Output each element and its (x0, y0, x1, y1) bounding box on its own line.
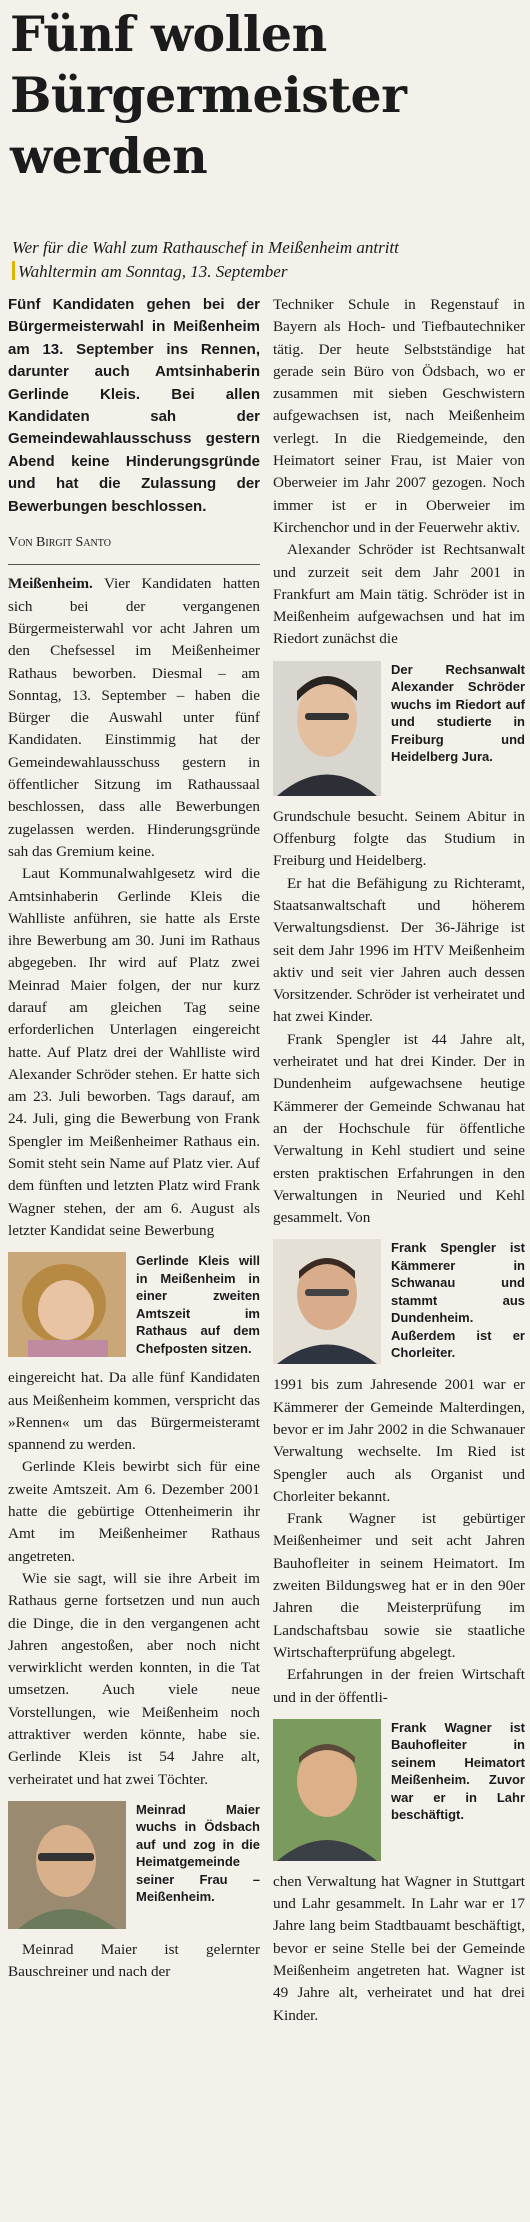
portrait-maier-image (8, 1801, 126, 1929)
right-column (273, 294, 525, 2027)
body-paragraph: Laut Kommunalwahlgesetz wird die Amtsinhaberin Gerlinde Kleis die Wahlliste anführen, sie hatte als Erste ihre Bewerbung am 30. Juni im Rathaus abgegeben. Ihr wird auf Platz zwei Meinrad Maier folgen, der nur kurz darauf am gleichen Tag seine erforderlichen Unterlagen eingereicht hatte. Auf Platz drei der Wahlliste wird Alexander Schröder stehen. Er hatte sich am 23. Juli beworben. Tags darauf, am 24. Juli, ging die Bewerbung von Frank Spengler im Meißenheimer Rathaus ein. Somit steht sein Name auf Platz vier. Auf dem fünften und letzten Platz wird Frank Wagner stehen, der am 6. August als letzter Kandidat seine Bewerbung (8, 865, 260, 1239)
body-paragraph: Techniker Schule in Regenstauf in Bayern als Hoch- und Tiefbautechniker tätig. Der heute Selbstständige hat gerade sein Büro von Ödsbach, wo er zusammen mit sieben Geschwistern aufgewachsen ist, nach Meißenheim verlegt. In die Riedgemeinde, den Heimatort seiner Frau, ist Maier von Oberweier im Jahr 2007 gezogen. Noch immer ist er in Oberweier im Kirchenchor und in der Feuerwehr aktiv. (273, 296, 525, 536)
photo-spengler-box (273, 1239, 525, 1364)
portrait-wagner-image (273, 1719, 381, 1861)
caption-spengler: Frank Spengler ist Kämmerer in Schwanau und stammt aus Dundenheim. Außerdem ist er Chorleiter. (391, 1240, 525, 1361)
body-paragraph (8, 573, 260, 863)
caption-wagner: Frank Wagner ist Bauhofleiter in seinem Heimatort Meißenheim. Zuvor war er in Lahr beschäftigt. (391, 1719, 525, 1823)
photo-wagner (273, 1719, 381, 1861)
caption-kleis: Gerlinde Kleis will in Meißenheim in einer zweiten Amtszeit im Rathaus auf dem Chefposten sitzen. (136, 1253, 260, 1356)
portrait-spengler-image (273, 1239, 381, 1364)
deck-date-line (12, 260, 527, 284)
left-column (8, 294, 260, 1984)
dateline: Meißenheim. (8, 575, 93, 593)
photo-kleis (8, 1252, 126, 1357)
photo-spengler (273, 1239, 381, 1364)
deck (12, 236, 527, 284)
caption-schroeder: Der Rechsanwalt Alexander Schröder wuchs im Riedort auf und studierte in Freiburg und Heidelberg Jura. (391, 661, 525, 765)
photo-maier (8, 1801, 126, 1929)
byline: Von Birgit Santo (8, 535, 111, 551)
body-paragraph: Erfahrungen in der freien Wirtschaft und in der öffentli- (273, 1666, 525, 1706)
body-paragraph: Alexander Schröder ist Rechtsanwalt und zurzeit seit dem Jahr 2001 in Frankfurt am Main tätig. Schröder ist in Meißenheim aufgewachsen und hat im Riedort zunächst die (273, 541, 525, 648)
body-paragraph: eingereicht hat. Da alle fünf Kandidaten aus Meißenheim kommen, verspricht das »Rennen« um das Bürgermeisteramt spannend zu werden. (8, 1369, 260, 1454)
lead-paragraph: Fünf Kandidaten gehen bei der Bürgermeisterwahl in Meißenheim am 13. September ins Rennen, darunter auch Amtsinhaberin Gerlinde Kleis. Bei allen Kandidaten sah der Gemeindewahlausschuss gestern Abend keine Hinderungsgründe und hat die Zulassung der Bewerbungen beschlossen. (8, 296, 260, 515)
body-paragraph: chen Verwaltung hat Wagner in Stuttgart und Lahr gesammelt. In Lahr war er 17 Jahre lang beim Stadtbauamt beschäftigt, bevor er seine Stelle bei der Gemeinde Meißenheim angetreten hat. Wagner ist 49 Jahre alt, verheiratet und hat drei Kinder. (273, 1872, 525, 2024)
body-paragraph: 1991 bis zum Jahresende 2001 war er Kämmerer der Gemeinde Malterdingen, bevor er im Jahr 2002 in die Schwanauer Verwaltung wechselte. Im Ried ist Spengler auch als Organist und Chorleiter bekannt. (273, 1376, 525, 1505)
body-paragraph: Frank Wagner ist gebürtiger Meißenheimer und seit acht Jahren Bauhofleiter in seinem Heimatort. Im zweiten Bildungsweg hat er in den 90er Jahren die Meisterprüfung im Landschaftsbau sowie sie staatliche Wirtschafterprüfung abgelegt. (273, 1510, 525, 1661)
portrait-kleis-image (8, 1252, 126, 1357)
body-paragraph: Wie sie sagt, will sie ihre Arbeit im Rathaus gerne fortsetzen und nun auch die Dinge, die in den vergangenen acht Jahren angestoßen, aber noch nicht verwirklicht werden konnten, in die Tat umsetzen. Auch viele neue Vorstellungen, wie Meißenheim noch attraktiver werden könnte, habe sie. Gerlinde Kleis ist 54 Jahre alt, verheiratet und hat zwei Töchter. (8, 1569, 260, 1788)
body-paragraph: Grundschule besucht. Seinem Abitur in Offenburg folgte das Studium in Freiburg und Heidelberg. (273, 807, 525, 870)
body-paragraph: Meinrad Maier ist gelernter Bauschreiner und nach der (8, 1940, 260, 1981)
deck-subtitle: Wer für die Wahl zum Rathauschef in Meißenheim antritt (12, 238, 399, 257)
photo-wagner-box (273, 1719, 525, 1861)
body-paragraph: Gerlinde Kleis bewirbt sich für eine zweite Amtszeit. Am 6. Dezember 2001 hatte die gebürtige Ottenheimerin ihr Amt im Meißenheimer Rathaus angetreten. (8, 1458, 260, 1565)
photo-maier-box (8, 1801, 260, 1929)
body-paragraph: Frank Spengler ist 44 Jahre alt, verheiratet und hat drei Kinder. Der in Dundenheim aufgewachsene heutige Kämmerer der Gemeinde Schwanau hat an der Hochschule für öffentliche Verwaltung in Kehl studiert und seine ersten praktischen Erfahrungen in den Verwaltungen in Neuried und Kehl gesammelt. Von (273, 1030, 525, 1227)
body-text: Vier Kandidaten hatten sich bei der vergangenen Bürgermeisterwahl vor acht Jahren um den Chefsessel im Meißenheimer Rathaus beworben. Diesmal – am Sonntag, 13. September – haben die Bürger die Auswahl unter fünf Kandidaten. Einstimmig hat der Gemeindewahlausschuss gestern in öffentlicher Sitzung im Rathaussaal beschlossen, dass alle Bewerbungen zugelassen werden. Hinderungsgründe sah das Gremium keine. (8, 575, 260, 860)
photo-schroeder (273, 661, 381, 796)
portrait-schroeder-image (273, 661, 381, 796)
caption-maier: Meinrad Maier wuchs in Ödsbach auf und zog in die Heimatgemeinde seiner Frau – Meißenheim. (136, 1801, 260, 1905)
headline: Fünf wollen Bürgermeister werden (10, 5, 407, 185)
divider (8, 564, 260, 565)
photo-kleis-box (8, 1252, 260, 1357)
election-date: Wahltermin am Sonntag, 13. September (18, 262, 288, 281)
accent-bar (12, 261, 15, 280)
photo-schroeder-box (273, 661, 525, 796)
body-paragraph: Er hat die Befähigung zu Richteramt, Staatsanwaltschaft und höherem Verwaltungsdienst. Der 36-Jährige ist seit dem Jahr 1996 im HTV Meißenheim aktiv und seit vier Jahren auch dessen Vorsitzender. Schröder ist verheiratet und hat zwei Kinder. (273, 874, 525, 1026)
